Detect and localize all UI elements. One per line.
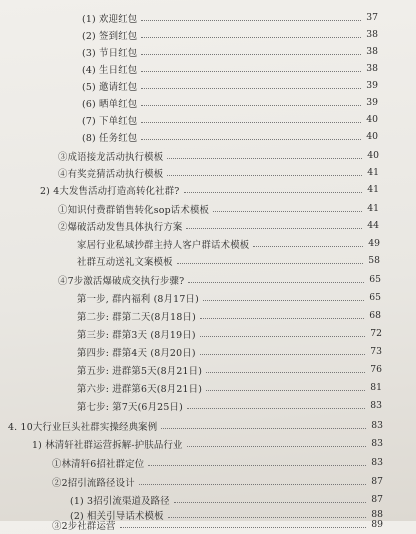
toc-page-number: 88 [371,509,383,520]
toc-entry[interactable] [52,515,383,534]
toc-entry-title: (7) 下单红包 [82,115,138,127]
toc-entry[interactable] [77,360,382,379]
toc-leader-dots [200,353,365,355]
toc-leader-dots [141,70,361,72]
toc-page-number: 39 [366,97,378,108]
toc-page-number: 39 [366,80,378,91]
toc-page-number: 38 [366,46,378,57]
toc-page-number: 83 [371,438,383,449]
toc-leader-dots [141,19,361,21]
toc-entry[interactable] [77,288,381,307]
toc-page-number: 49 [368,238,380,249]
toc-entry-title: ③2步社群运营 [52,520,116,532]
toc-page-number: 87 [371,494,383,505]
toc-entry[interactable] [82,127,378,146]
toc-leader-dots [200,317,364,319]
toc-entry[interactable] [77,306,381,325]
toc-entry-title: 4. 10大行业巨头社群实操经典案例 [8,421,158,433]
toc-page-number: 65 [369,292,381,303]
toc-page-number: 41 [367,203,379,214]
toc-entry-title: 第二步: 群第二天(8月18日) [77,311,196,323]
toc-entry-title: 第七步: 第7天(6月25日) [77,401,183,413]
toc-leader-dots [206,389,365,391]
toc-entry-title: ④7步激活爆破成交执行步骤? [58,275,185,287]
toc-leader-dots [141,121,361,123]
toc-page-number: 72 [370,328,382,339]
toc-entry-title: 2) 4大发售活动打造高转化社群? [40,185,180,197]
toc-leader-dots [141,36,361,38]
toc-entry-title: ③成语接龙活动执行模板 [58,151,164,163]
toc-leader-dots [186,227,362,229]
toc-leader-dots [141,104,361,106]
toc-entry-title: (3) 节日红包 [82,47,138,59]
toc-entry[interactable] [52,453,383,472]
toc-entry-title: ④有奖竞猜活动执行模板 [58,168,164,180]
toc-entry-title: 第一步, 群内福利 (8月17日) [77,293,199,305]
toc-entry-title: (2) 签到红包 [82,30,138,42]
toc-entry[interactable] [77,324,382,343]
toc-entry-title: 家居行业私域抄群主持人客户群话术模板 [77,239,250,251]
toc-entry-title: (4) 生日红包 [82,64,138,76]
toc-entry-title: 第六步: 进群第6天(8月21日) [77,383,203,395]
toc-page-number: 38 [366,63,378,74]
toc-leader-dots [253,245,363,247]
toc-entry[interactable] [32,434,383,453]
toc-leader-dots [148,464,366,466]
toc-leader-dots [188,281,364,283]
toc-entry-title: ②爆破活动发售具体执行方案 [58,221,183,233]
toc-entry-title: ②2招引流路径设计 [52,477,135,489]
toc-entry-title: 社群互动送礼文案模板 [77,256,173,268]
toc-page-number: 58 [368,255,380,266]
toc-page-number: 38 [366,29,378,40]
toc-entry-title: 1) 林清轩社群运营拆解-护肤品行业 [32,439,183,451]
toc-page-number: 68 [369,310,381,321]
toc-leader-dots [174,501,366,503]
toc-entry[interactable] [52,472,383,491]
toc-entry-title: ①知识付费群销售转化sop话术模板 [58,204,210,216]
toc-page-number: 41 [367,184,379,195]
toc-entry-title: (6) 晒单红包 [82,98,138,110]
toc-page-number: 76 [370,364,382,375]
toc-leader-dots [184,191,363,193]
toc-page-number: 40 [366,114,378,125]
toc-page-number: 41 [367,167,379,178]
toc-leader-dots [167,174,362,176]
toc-entry[interactable] [8,416,383,435]
toc-page-number: 37 [366,12,378,23]
toc-leader-dots [167,157,362,159]
toc-entry-title: (5) 邀请红包 [82,81,138,93]
toc-entry-title: 第四步: 群第4天 (8月20日) [77,347,196,359]
toc-page-number: 65 [369,274,381,285]
toc-page-number: 40 [367,150,379,161]
toc-page-number: 83 [371,420,383,431]
toc-entry-title: (1) 3招引流渠道及路径 [70,495,170,507]
toc-entry[interactable] [58,216,379,235]
toc-entry-title: 第三步: 群第3天 (8月19日) [77,329,196,341]
toc-entry-title: (8) 任务红包 [82,132,138,144]
toc-page-number: 87 [371,476,383,487]
toc-page-number: 44 [367,220,379,231]
toc-entry-title: (1) 欢迎红包 [82,13,138,25]
toc-entry[interactable] [58,270,381,289]
toc-entry-title: ①林清轩6招社群定位 [52,458,145,470]
toc-leader-dots [200,335,365,337]
toc-leader-dots [187,445,366,447]
toc-entry[interactable] [77,342,382,361]
toc-page-number: 83 [370,400,382,411]
toc-entry[interactable] [40,180,379,199]
toc-page-number: 73 [370,346,382,357]
toc-entry[interactable] [77,396,382,415]
toc-leader-dots [203,299,364,301]
toc-page-number: 83 [371,457,383,468]
toc-entry-title: 第五步: 进群第5天(8月21日) [77,365,203,377]
toc-leader-dots [141,87,361,89]
toc-leader-dots [139,483,366,485]
toc-entry-title: (2) 相关引导话术模板 [70,510,164,522]
toc-leader-dots [206,371,365,373]
toc-entry[interactable] [77,251,380,270]
toc-leader-dots [213,210,362,212]
toc-leader-dots [141,53,361,55]
toc-page-number: 81 [370,382,382,393]
toc-page-number: 40 [366,131,378,142]
toc-entry[interactable] [77,378,382,397]
toc-leader-dots [187,407,365,409]
toc-leader-dots [120,526,366,528]
toc-page-number: 89 [371,519,383,530]
toc-leader-dots [161,427,366,429]
toc-leader-dots [177,262,363,264]
toc-leader-dots [141,138,361,140]
